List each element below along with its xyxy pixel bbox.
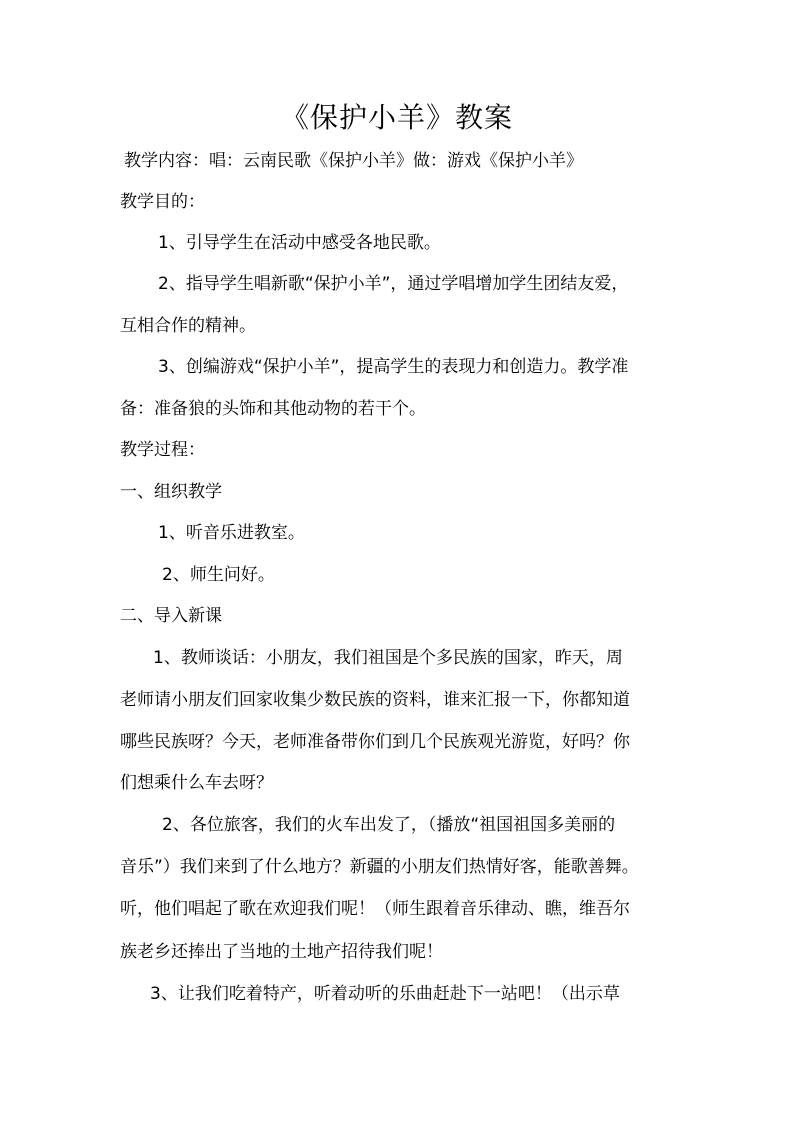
section-1-item-2: 2、师生问好。 xyxy=(162,565,275,585)
section-2-item-1-cont-2: 哪些民族呀？今天，老师准备带你们到几个民族观光游览，好吗？你 xyxy=(120,732,630,752)
section-2-item-2-cont-2: 听，他们唱起了歌在欢迎我们呢！（师生跟着音乐律动、瞧，维吾尔 xyxy=(120,899,630,919)
teaching-goals-heading: 教学目的： xyxy=(120,192,205,212)
preparation-line: 备：准备狼的头饰和其他动物的若干个。 xyxy=(120,399,426,419)
section-1-item-1: 1、听音乐进教室。 xyxy=(158,523,305,543)
section-2-heading: 二、导入新课 xyxy=(120,606,222,626)
section-2-item-1-cont-3: 们想乘什么车去呀？ xyxy=(120,773,273,793)
teaching-content-line: 教学内容：唱：云南民歌《保护小羊》做：游戏《保护小羊》 xyxy=(124,151,583,171)
goal-2-line: 2、指导学生唱新歌“保护小羊”，通过学唱增加学生团结友爱， xyxy=(158,274,629,294)
section-2-item-2-cont-1: 音乐”）我们来到了什么地方？新疆的小朋友们热情好客，能歌善舞。 xyxy=(120,857,639,877)
teaching-process-heading: 教学过程： xyxy=(120,440,205,460)
section-2-item-1-cont-1: 老师请小朋友们回家收集少数民族的资料，谁来汇报一下，你都知道 xyxy=(120,690,630,710)
goal-2-continuation: 互相合作的精神。 xyxy=(120,316,256,336)
section-2-item-2: 2、各位旅客，我们的火车出发了，（播放“祖国祖国多美丽的 xyxy=(162,815,616,835)
goal-3-line: 3、创编游戏“保护小羊”，提高学生的表现力和创造力。教学准 xyxy=(158,357,629,377)
goal-1-line: 1、引导学生在活动中感受各地民歌。 xyxy=(158,233,441,253)
section-1-heading: 一、组织教学 xyxy=(120,482,222,502)
section-2-item-2-cont-3: 族老乡还捧出了当地的土地产招待我们呢！ xyxy=(120,942,443,962)
section-2-item-1: 1、教师谈话：小朋友，我们祖国是个多民族的国家，昨天，周 xyxy=(153,648,623,668)
document-title: 《保护小羊》教案 xyxy=(280,101,513,134)
section-2-item-3: 3、让我们吃着特产，听着动听的乐曲赶赴下一站吧！（出示草 xyxy=(150,984,620,1004)
